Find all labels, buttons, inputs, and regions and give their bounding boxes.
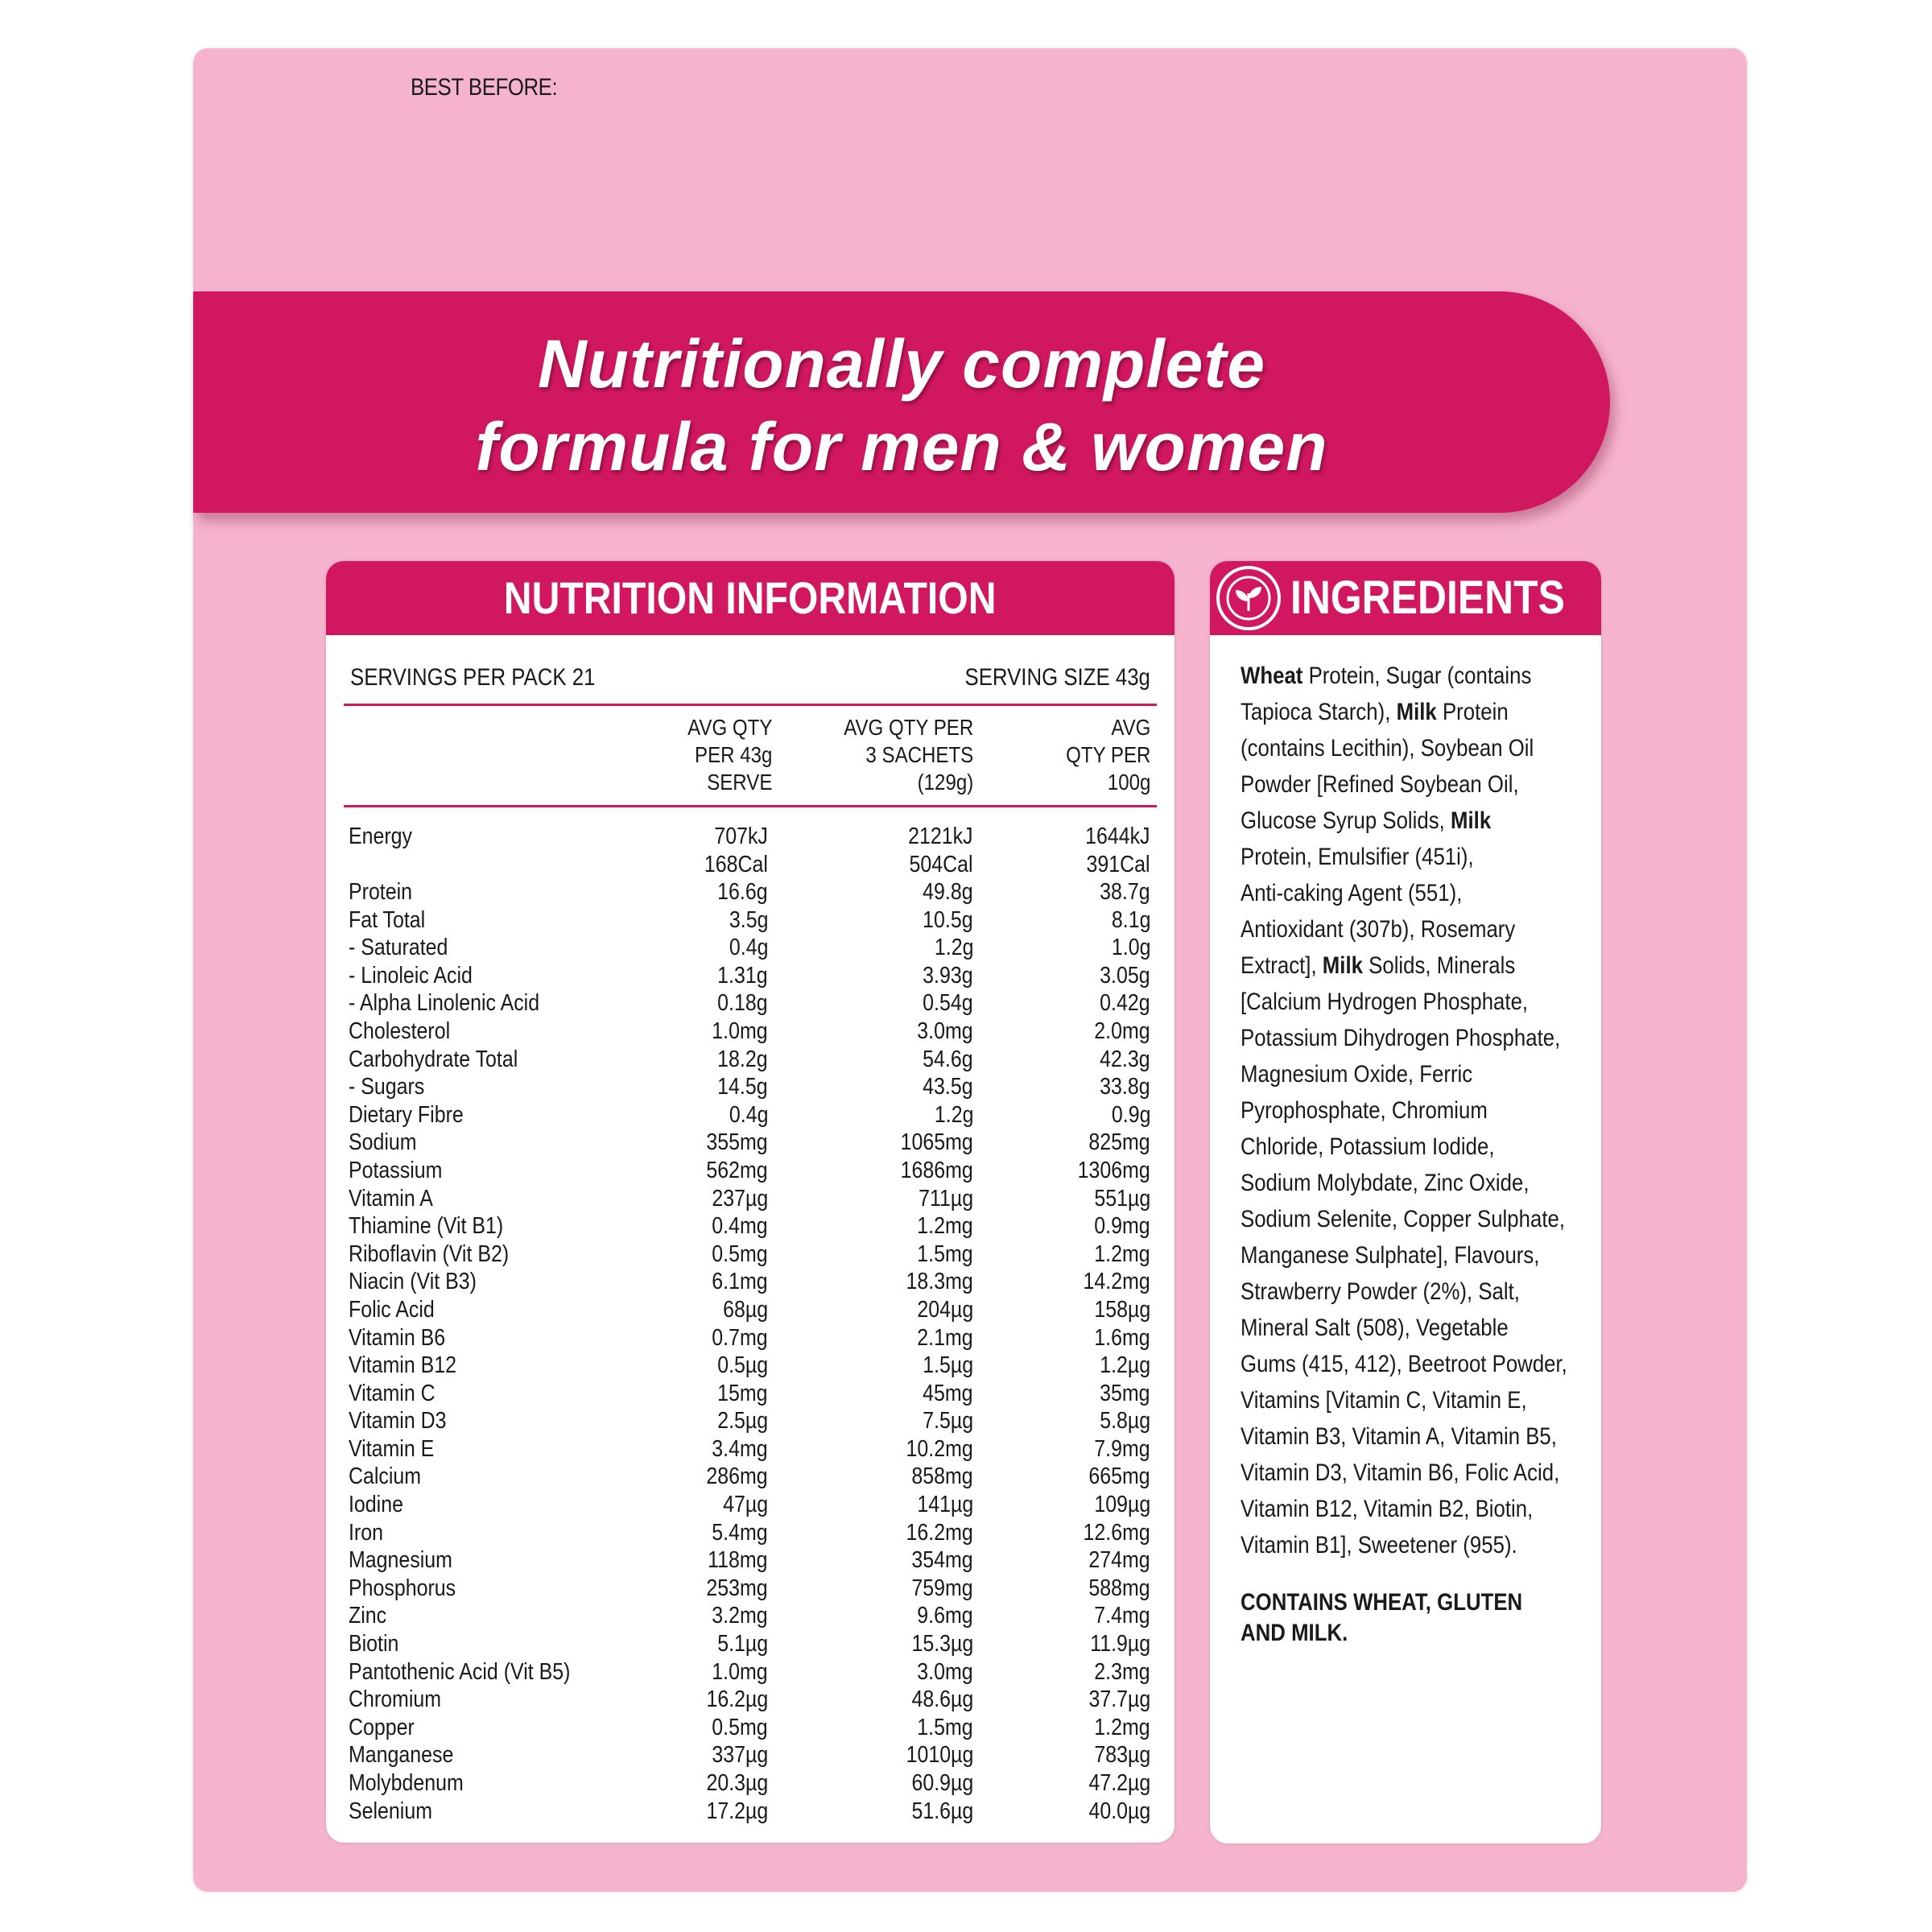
ingredient-line [1241,947,1567,984]
energy-per-100g-cal: 391Cal [1086,851,1150,877]
value-per-3-sachets: 51.6µg [911,1798,973,1824]
banner-line-1: Nutritionally complete [537,326,1266,402]
allergen-word: Milk [1322,952,1363,979]
ingredient-text: Sodium Molybdate, Zinc Oxide, [1241,1170,1530,1196]
ingredient-text: Antioxidant (307b), Rosemary [1241,916,1516,943]
value-per-serve: 16.2µg [706,1686,768,1713]
table-row [326,1129,1174,1157]
ingredient-line [1241,1527,1567,1563]
value-per-serve: 0.4mg [712,1213,768,1240]
allergen-line-2: AND MILK. [1241,1620,1348,1646]
value-per-serve: 14.5g [717,1074,768,1100]
table-row [326,1241,1174,1269]
allergen-word: Milk [1396,699,1437,725]
table-row-energy [326,823,1174,878]
energy-per-3-sachets-cal: 504Cal [909,851,973,877]
value-per-serve: 286mg [706,1463,768,1490]
table-row [326,1546,1174,1575]
value-per-100g: 12.6mg [1083,1519,1150,1546]
value-per-100g: 8.1g [1111,906,1150,933]
table-row [326,1435,1174,1463]
value-per-100g: 35mg [1100,1380,1150,1406]
ingredient-text: Vitamin D3, Vitamin B6, Folic Acid, [1241,1459,1560,1486]
value-per-3-sachets: 43.5g [923,1074,973,1100]
nutrient-name: Fat Total [349,906,426,933]
value-per-3-sachets: 1.5mg [917,1714,973,1740]
table-row [326,1491,1174,1519]
value-per-3-sachets: 60.9µg [911,1770,973,1796]
nutrient-name: Iron [349,1519,383,1546]
serving-size: SERVING SIZE 43g [964,664,1150,691]
value-per-100g: 1.2µg [1100,1352,1150,1379]
value-per-3-sachets: 16.2mg [906,1519,973,1546]
value-per-100g: 2.3mg [1094,1658,1150,1685]
value-per-serve: 237µg [712,1185,768,1212]
nutrition-rows [326,823,1174,1825]
nutrient-name: Manganese [349,1742,454,1769]
ingredient-line [1241,1310,1567,1346]
ingredient-text: Strawberry Powder (2%), Salt, [1241,1278,1520,1305]
energy-per-100g-kj: 1644kJ [1085,824,1150,849]
value-per-serve: 6.1mg [712,1269,768,1295]
ingredient-text: Anti-caking Agent (551), [1241,880,1463,906]
value-per-serve: 5.4mg [712,1519,768,1546]
table-row [326,1352,1174,1380]
table-row [326,934,1174,962]
value-per-100g: 0.42g [1100,990,1150,1017]
ingredient-text: Vitamin B12, Vitamin B2, Biotin, [1241,1496,1534,1522]
value-per-3-sachets: 1686mg [900,1157,973,1183]
value-per-serve: 118mg [708,1547,768,1574]
value-per-3-sachets: 15.3µg [911,1631,973,1657]
value-per-3-sachets: 7.5µg [923,1408,973,1435]
table-row [326,1018,1174,1046]
ingredient-line [1241,1237,1567,1274]
value-per-3-sachets: 141µg [917,1492,973,1518]
nutrient-name: Folic Acid [349,1296,435,1323]
value-per-100g: 158µg [1094,1296,1150,1323]
nutrient-name: Sodium [349,1129,417,1156]
ingredient-line [1241,1056,1567,1092]
value-per-100g: 14.2mg [1083,1269,1150,1295]
value-per-serve: 5.1µg [717,1631,768,1657]
value-per-serve: 3.4mg [712,1435,768,1462]
allergen-line-1: CONTAINS WHEAT, GLUTEN [1241,1589,1523,1616]
value-per-serve: 0.5µg [717,1352,768,1379]
nutrient-name: Riboflavin (Vit B2) [349,1241,510,1267]
nutrient-name: Dietary Fibre [349,1101,464,1128]
ingredients-panel [1210,561,1601,1843]
value-per-3-sachets: 1.2g [934,935,973,961]
value-per-100g: 1.2mg [1094,1714,1150,1740]
value-per-100g: 1.0g [1111,935,1150,961]
nutrition-title-text: NUTRITION INFORMATION [504,572,997,623]
nutrient-name: Molybdenum [349,1770,464,1796]
nutrient-name: - Sugars [349,1074,425,1100]
table-row [326,1463,1174,1491]
table-row [326,1324,1174,1352]
col3-line3: 100g [1107,770,1150,795]
value-per-100g: 2.0mg [1094,1018,1150,1044]
ingredient-line [1241,1201,1567,1237]
value-per-100g: 109µg [1094,1492,1150,1518]
nutrient-name: Vitamin E [349,1435,435,1462]
value-per-100g: 47.2µg [1088,1770,1150,1796]
table-row [326,1046,1174,1074]
value-per-3-sachets: 18.3mg [906,1269,973,1295]
ingredient-line [1241,839,1567,875]
value-per-3-sachets: 1.5µg [923,1352,973,1379]
value-per-3-sachets: 45mg [923,1380,973,1406]
table-row [326,1630,1174,1658]
value-per-serve: 47µg [723,1492,768,1518]
ingredient-line [1241,1129,1567,1165]
ingredient-line [1241,1346,1567,1382]
energy-per-100g [1086,823,1150,878]
nutrient-name: Chromium [349,1686,442,1713]
value-per-serve: 68µg [723,1296,768,1323]
banner-line-2: formula for men & women [475,409,1328,485]
nutrient-name: Energy [349,824,413,849]
nutrition-panel [326,561,1174,1843]
value-per-serve: 3.2mg [712,1603,768,1629]
value-per-100g: 7.4mg [1094,1603,1150,1629]
ingredient-line [1241,1382,1567,1418]
table-row [326,962,1174,990]
col3-line2: QTY PER [1065,742,1150,767]
table-row [326,906,1174,935]
nutrition-title [326,561,1174,635]
table-row [326,1686,1174,1714]
column-header-per-serve [687,714,772,796]
value-per-100g: 0.9g [1111,1101,1150,1128]
table-row [326,1575,1174,1603]
ingredient-line [1241,1491,1567,1527]
value-per-serve: 16.6g [717,879,768,905]
value-per-serve: 562mg [706,1157,768,1183]
value-per-serve: 0.4g [729,935,768,961]
value-per-100g: 588mg [1088,1575,1150,1601]
ingredient-line [1241,911,1567,947]
best-before-label: BEST BEFORE: [411,74,558,101]
ingredients-list [1241,658,1601,1563]
ingredient-line [1241,1020,1567,1056]
value-per-serve: 17.2µg [706,1798,768,1824]
leaf-icon [1216,566,1281,630]
value-per-100g: 5.8µg [1100,1408,1150,1435]
col2-line2: 3 SACHETS [865,742,973,767]
table-row [326,1185,1174,1213]
table-row [326,1073,1174,1101]
nutrient-name: Selenium [349,1798,432,1824]
value-per-100g: 665mg [1088,1463,1150,1490]
ingredients-header [1210,561,1601,635]
ingredient-line [1241,1418,1567,1455]
value-per-serve: 1.0mg [712,1658,768,1685]
nutrient-name: Vitamin D3 [349,1408,447,1435]
value-per-serve: 253mg [706,1575,768,1601]
nutrient-name: Biotin [349,1631,399,1657]
value-per-100g: 33.8g [1100,1074,1150,1100]
energy-per-3-sachets-kj: 2121kJ [908,824,973,849]
value-per-serve: 355mg [706,1129,768,1156]
value-per-3-sachets: 10.2mg [906,1435,973,1462]
ingredient-text: [Calcium Hydrogen Phosphate, [1241,989,1529,1015]
table-row [326,1407,1174,1435]
nutrient-name: Calcium [349,1463,422,1490]
value-per-serve: 0.5mg [712,1714,768,1740]
value-per-serve: 0.7mg [712,1324,768,1351]
table-rule-header [344,805,1157,807]
value-per-3-sachets: 48.6µg [911,1686,973,1713]
value-per-100g: 274mg [1088,1547,1150,1574]
value-per-3-sachets: 3.0mg [917,1658,973,1685]
ingredient-text: Vitamin B1], Sweetener (955). [1241,1532,1517,1558]
ingredients-title: INGREDIENTS [1290,572,1565,624]
ingredient-line [1241,658,1567,694]
value-per-3-sachets: 1010µg [906,1742,973,1769]
ingredient-text: Magnesium Oxide, Ferric [1241,1061,1473,1088]
ingredient-line [1241,730,1567,766]
ingredient-line [1241,803,1567,839]
value-per-3-sachets: 10.5g [923,906,973,933]
value-per-3-sachets: 759mg [911,1575,973,1601]
value-per-serve: 1.31g [717,962,768,989]
table-row [326,1268,1174,1296]
nutrient-name: Magnesium [349,1547,452,1574]
ingredient-text: Mineral Salt (508), Vegetable [1241,1315,1509,1341]
nutrient-name: Cholesterol [349,1018,451,1044]
value-per-serve: 337µg [712,1742,768,1769]
ingredient-line [1241,875,1567,911]
ingredient-text: Gums (415, 412), Beetroot Powder, [1241,1351,1567,1377]
allergen-statement [1241,1587,1568,1649]
nutrient-name: Vitamin B6 [349,1324,446,1351]
nutrient-name: Vitamin B12 [349,1352,457,1379]
value-per-3-sachets: 204µg [917,1296,973,1323]
value-per-100g: 40.0µg [1088,1798,1150,1824]
value-per-serve: 0.5mg [712,1241,768,1267]
ingredient-text: Pyrophosphate, Chromium [1241,1097,1488,1124]
nutrient-name: Vitamin A [349,1185,433,1212]
ingredient-text: Protein, Emulsifier (451i), [1241,844,1474,870]
ingredient-text: Vitamins [Vitamin C, Vitamin E, [1241,1387,1527,1414]
nutrient-name: Potassium [349,1157,443,1183]
table-row [326,1212,1174,1241]
value-per-3-sachets: 1065mg [900,1129,973,1156]
value-per-100g: 42.3g [1100,1046,1150,1072]
value-per-serve: 15mg [717,1380,768,1406]
ingredient-text: Solids, Minerals [1362,952,1516,979]
nutrient-name: Thiamine (Vit B1) [349,1213,504,1240]
value-per-3-sachets: 858mg [911,1463,973,1490]
energy-per-3-sachets [909,823,973,878]
nutrient-name: Zinc [349,1603,387,1629]
table-row [326,1714,1174,1742]
value-per-3-sachets: 1.2g [934,1101,973,1128]
table-row [326,1798,1174,1826]
table-row [326,1769,1174,1798]
value-per-3-sachets: 1.2mg [917,1213,973,1240]
ingredient-line [1241,694,1567,730]
table-rule-top [344,704,1157,706]
column-header-per-3-sachets [844,714,973,796]
value-per-serve: 3.5g [729,906,768,933]
nutrient-name: - Linoleic Acid [349,962,473,989]
ingredient-text: Manganese Sulphate], Flavours, [1241,1242,1540,1269]
value-per-3-sachets: 54.6g [923,1046,973,1072]
ingredient-text: Sodium Selenite, Copper Sulphate, [1241,1206,1566,1232]
nutrient-name: Niacin (Vit B3) [349,1269,477,1295]
nutrient-name: Iodine [349,1492,403,1518]
ingredient-text: Potassium Dihydrogen Phosphate, [1241,1025,1561,1051]
ingredient-line [1241,1092,1567,1129]
col1-line2: PER 43g [694,742,772,767]
ingredient-line [1241,1274,1567,1310]
ingredient-text: (contains Lecithin), Soybean Oil [1241,735,1534,762]
table-row [326,878,1174,906]
col1-line3: SERVE [706,770,772,795]
value-per-3-sachets: 9.6mg [917,1603,973,1629]
value-per-100g: 7.9mg [1094,1435,1150,1462]
value-per-3-sachets: 3.0mg [917,1018,973,1044]
ingredient-text: Glucose Syrup Solids, [1241,807,1451,834]
ingredient-text: Vitamin B3, Vitamin A, Vitamin B5, [1241,1423,1557,1450]
value-per-3-sachets: 49.8g [923,879,973,905]
table-row [326,1380,1174,1408]
table-row [326,1602,1174,1630]
value-per-100g: 3.05g [1100,962,1150,989]
value-per-serve: 2.5µg [717,1408,768,1435]
ingredient-line [1241,766,1567,803]
value-per-100g: 551µg [1094,1185,1150,1212]
claim-banner [193,291,1610,513]
nutrient-name: Carbohydrate Total [349,1046,518,1072]
value-per-3-sachets: 354mg [911,1547,973,1574]
energy-per-serve-kj: 707kJ [714,824,768,849]
nutrient-name: Pantothenic Acid (Vit B5) [349,1658,571,1685]
col1-line1: AVG QTY [687,715,772,740]
value-per-3-sachets: 711µg [918,1185,973,1212]
ingredient-line [1241,1165,1567,1201]
table-row [326,1741,1174,1769]
value-per-serve: 20.3µg [706,1770,768,1796]
value-per-100g: 1.2mg [1094,1241,1150,1267]
value-per-serve: 1.0mg [712,1018,768,1044]
table-row [326,1296,1174,1324]
ingredient-text: Powder [Refined Soybean Oil, [1241,771,1519,798]
value-per-3-sachets: 0.54g [923,990,973,1017]
value-per-100g: 38.7g [1100,879,1150,905]
table-row [326,989,1174,1018]
value-per-100g: 11.9µg [1090,1631,1150,1657]
value-per-serve: 18.2g [717,1046,768,1072]
ingredient-text: Extract], [1241,952,1323,979]
value-per-100g: 1306mg [1077,1157,1150,1183]
column-header-per-100g [1066,714,1150,796]
table-row [326,1658,1174,1686]
nutrient-name: - Saturated [349,935,448,961]
nutrient-name: Vitamin C [349,1380,436,1406]
col3-line1: AVG [1110,715,1150,740]
nutrient-name: - Alpha Linolenic Acid [349,990,540,1017]
value-per-serve: 0.4g [729,1101,768,1128]
energy-per-serve [704,823,768,878]
table-row [326,1157,1174,1185]
servings-per-pack: SERVINGS PER PACK 21 [350,664,596,691]
value-per-serve: 0.18g [717,990,768,1017]
value-per-100g: 825mg [1088,1129,1150,1156]
col2-line3: (129g) [917,770,973,795]
nutrient-name: Protein [349,879,413,905]
allergen-word: Milk [1450,807,1492,834]
nutrient-name: Phosphorus [349,1575,456,1601]
table-row [326,1519,1174,1547]
ingredient-text: Protein [1436,699,1509,725]
ingredient-text: Chloride, Potassium Iodide, [1241,1133,1495,1160]
value-per-100g: 37.7µg [1088,1686,1150,1713]
ingredient-line [1241,984,1567,1020]
ingredient-text: Tapioca Starch), [1241,699,1397,725]
nutrient-name: Copper [349,1714,415,1740]
ingredient-line [1241,1455,1567,1491]
value-per-3-sachets: 2.1mg [917,1324,973,1351]
col2-line1: AVG QTY PER [843,715,973,740]
value-per-3-sachets: 1.5mg [917,1241,973,1267]
energy-per-serve-cal: 168Cal [704,851,768,877]
value-per-3-sachets: 3.93g [923,962,973,989]
value-per-100g: 0.9mg [1094,1213,1150,1240]
value-per-100g: 783µg [1094,1742,1150,1769]
value-per-100g: 1.6mg [1094,1324,1150,1351]
table-row [326,1101,1174,1129]
ingredient-text: Protein, Sugar (contains [1302,663,1532,689]
allergen-word: Wheat [1241,663,1303,689]
